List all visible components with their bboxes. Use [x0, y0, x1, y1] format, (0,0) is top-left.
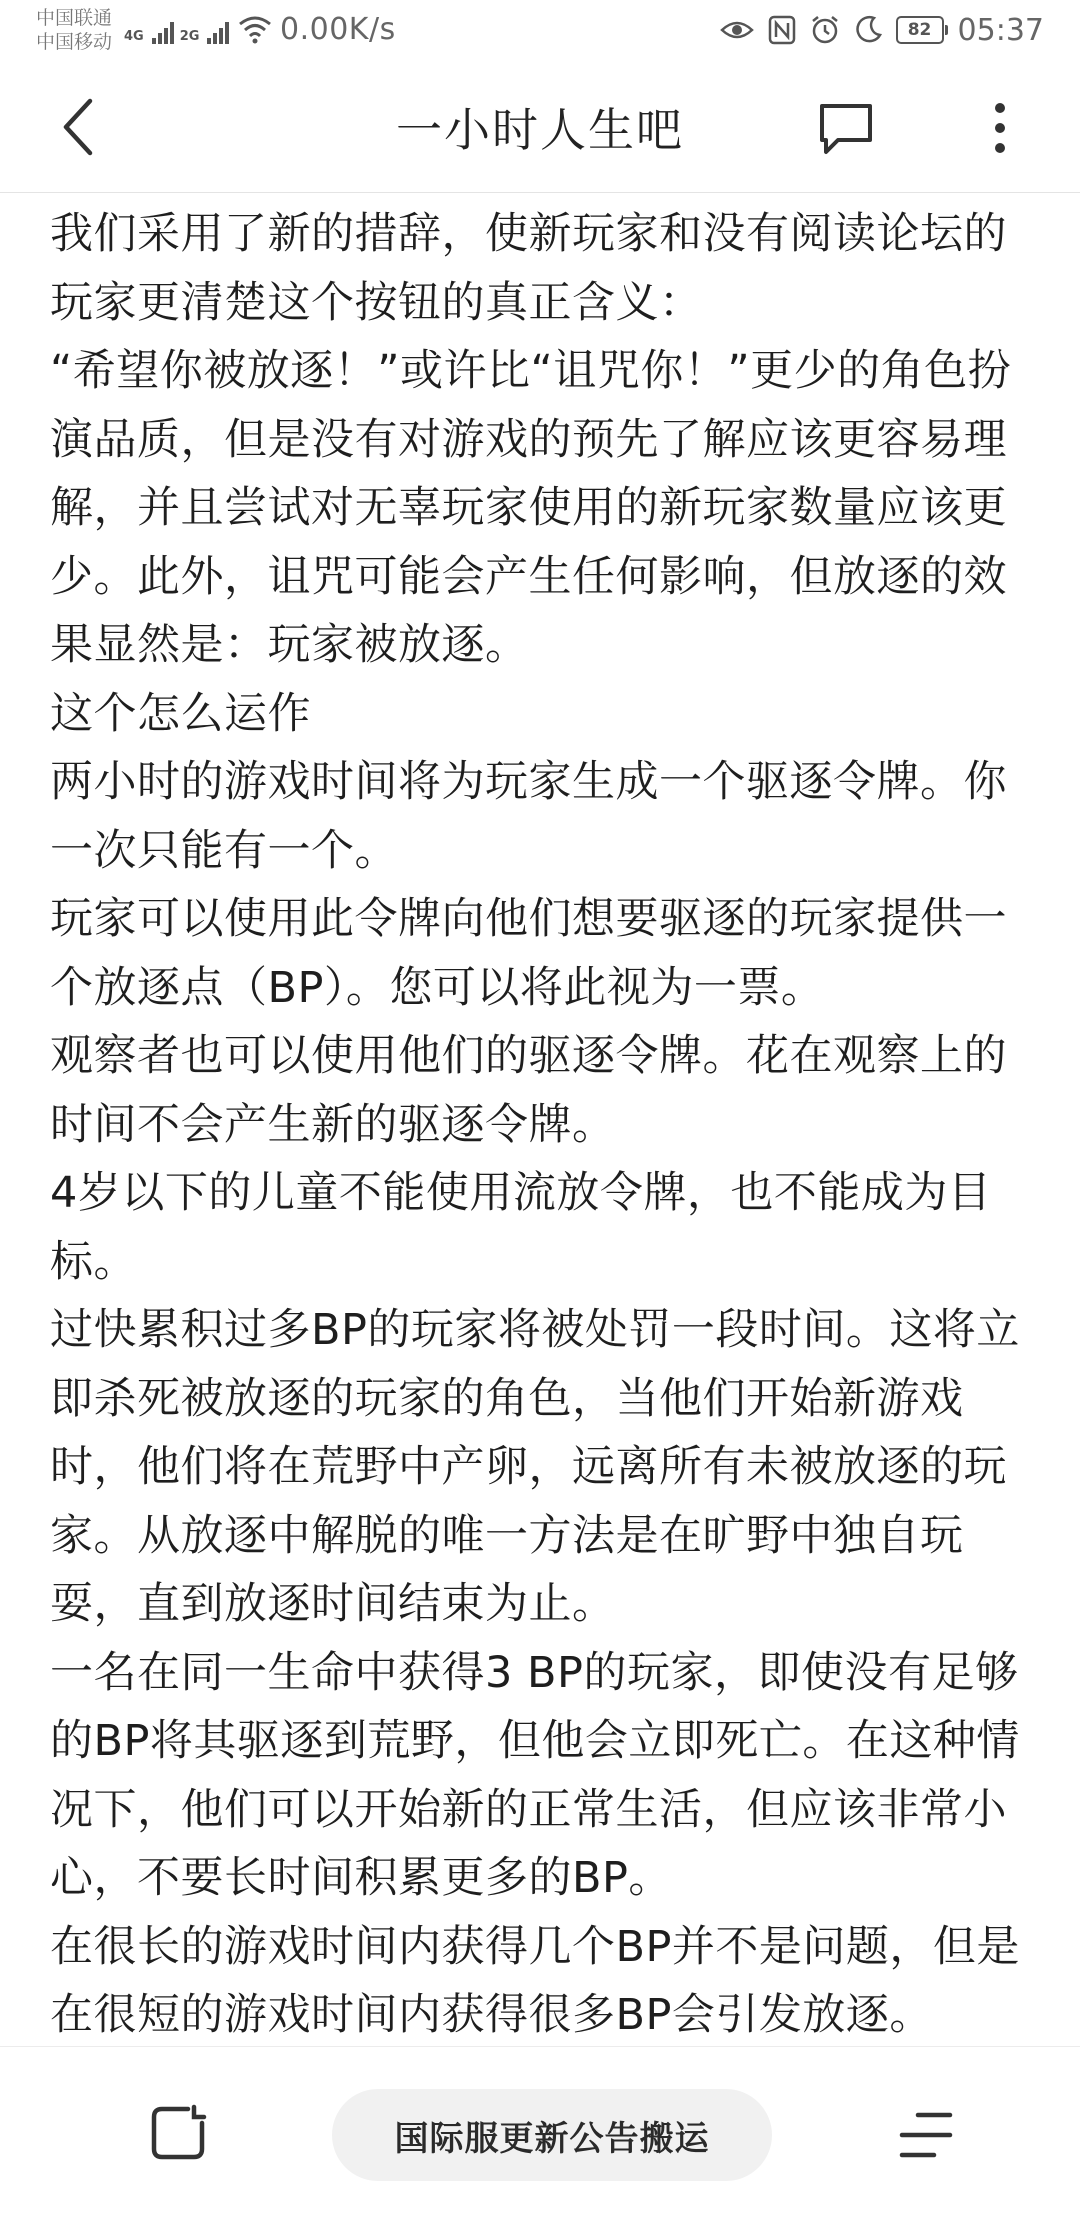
moon-icon [854, 15, 882, 45]
tab-switch-icon[interactable] [148, 2103, 208, 2163]
menu-icon[interactable] [896, 2107, 956, 2163]
status-right-group [720, 12, 1044, 48]
paragraph: 观察者也可以使用他们的驱逐令牌。花在观察上的时间不会产生新的驱逐令牌。 [50, 1031, 1007, 1150]
chevron-left-icon[interactable] [56, 97, 104, 157]
status-bar [0, 0, 1080, 62]
signal-bars-2-icon [207, 22, 229, 44]
more-vertical-icon[interactable] [980, 98, 1020, 158]
net-1-label: 4G [124, 29, 144, 44]
page-title: 一小时人生吧 [396, 103, 684, 157]
battery-icon [896, 16, 944, 44]
signal-bars-1-icon [152, 22, 174, 44]
bottom-toolbar [0, 2046, 1080, 2221]
paragraph: “希望你被放逐！”或许比“诅咒你！”更少的角色扮演品质，但是没有对游戏的预先了解应该更容易理解，并且尝试对无辜玩家使用的新玩家数量应该更少。此外，诅咒可能会产生任何影响，但放逐的效果显然是：玩家被放逐。 [50, 346, 1012, 670]
forum-link-label: 国际服更新公告搬运 [394, 2118, 710, 2159]
signal-indicators [124, 14, 229, 44]
wifi-icon [238, 14, 272, 44]
top-navigation-bar [0, 62, 1080, 193]
paragraph: 我们采用了新的措辞，使新玩家和没有阅读论坛的玩家更清楚这个按钮的真正含义： [50, 209, 1007, 328]
carrier-1: 中国联通 [36, 7, 113, 29]
nfc-icon [768, 15, 796, 45]
eye-icon [720, 18, 754, 42]
paragraph: 一名在同一生命中获得3 BP的玩家，即使没有足够的BP将其驱逐到荒野，但他会立即死亡。在这种情况下，他们可以开始新的正常生活，但应该非常小心，不要长时间积累更多的BP。 [50, 1647, 1020, 1903]
paragraph: 两小时的游戏时间将为玩家生成一个驱逐令牌。你一次只能有一个。 [50, 757, 1007, 876]
paragraph: 玩家可以使用此令牌向他们想要驱逐的玩家提供一个放逐点（BP）。您可以将此视为一票。 [50, 894, 1007, 1013]
comment-icon[interactable] [816, 98, 876, 158]
forum-link-button[interactable] [332, 2089, 772, 2181]
carrier-2: 中国移动 [36, 31, 113, 53]
battery-level: 82 [907, 20, 932, 40]
network-speed: 0.00K/s [280, 12, 396, 47]
post-content [50, 200, 1040, 2046]
clock: 05:37 [957, 12, 1044, 48]
section-heading: 这个怎么运作 [50, 688, 311, 739]
alarm-icon [810, 15, 840, 45]
paragraph: 过快累积过多BP的玩家将被处罚一段时间。这将立即杀死被放逐的玩家的角色，当他们开始新游戏时，他们将在荒野中产卵，远离所有未被放逐的玩家。从放逐中解脱的唯一方法是在旷野中独自玩耍，直到放逐时间结束为止。 [50, 1305, 1020, 1629]
paragraph: 在很长的游戏时间内获得几个BP并不是问题，但是在很短的游戏时间内获得很多BP会引发放逐。 [50, 1921, 1020, 2040]
net-2-label: 2G [179, 29, 200, 44]
paragraph: 4岁以下的儿童不能使用流放令牌，也不能成为目标。 [50, 1168, 992, 1287]
